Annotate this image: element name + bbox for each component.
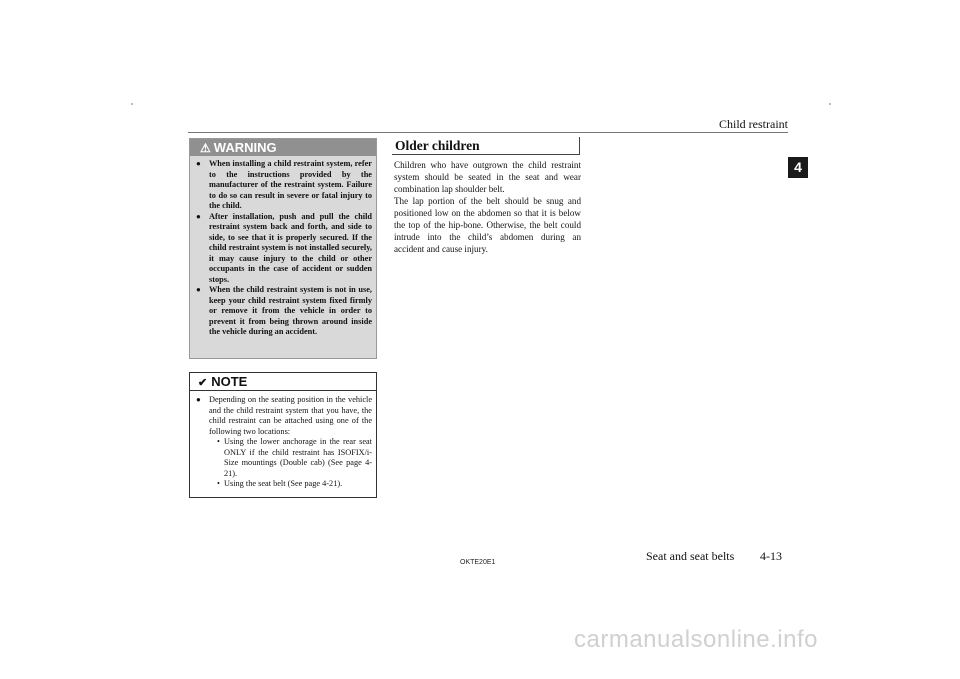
dot-icon: • (217, 437, 220, 446)
paragraph: The lap portion of the belt should be snug and positioned low on the abdomen so that it is below the top of the hip-bone. Otherwise, the belt could intrude into the child’s abdomen during an accident and cause injury. (394, 196, 581, 254)
note-item-text: Depending on the seating position in the vehicle and the child restraint system that you have, the child restraint can be attached using one of the following two locations: (209, 395, 372, 436)
warning-item (196, 159, 372, 212)
header-rule (188, 132, 788, 133)
note-subitem (217, 437, 372, 479)
warning-item-text: When installing a child restraint system, refer to the instructions provided by the manufacturer of the restraint system. Failure to do so can result in severe or fatal injury to the child. (209, 159, 372, 210)
dot-icon: • (217, 479, 220, 488)
crop-mark (131, 103, 133, 105)
bullet-icon: ● (196, 285, 201, 294)
note-subitem-text: Using the seat belt (See page 4-21). (224, 479, 343, 488)
doc-code: OKTE20E1 (460, 559, 496, 566)
warning-item (196, 212, 372, 286)
note-subitem-text: Using the lower anchorage in the rear seat ONLY if the child restraint has ISOFIX/i-Size mountings (Double cab) (See page 4-21). (224, 437, 372, 478)
bullet-icon: ● (196, 211, 201, 221)
warning-heading (190, 139, 376, 156)
warning-heading-label: WARNING (213, 140, 277, 155)
warning-triangle-icon: ⚠ (200, 141, 211, 155)
note-subitem (217, 479, 372, 490)
bullet-icon: ● (196, 159, 201, 168)
section-body (394, 159, 581, 255)
warning-item-text: After installation, push and pull the child restraint system back and forth, and side to side, to see that it is properly secured. If the child restraint system is not installed securely, it may cause injury to the child or other occupants in the case of accident or sudden stops. (209, 211, 372, 284)
crop-mark (829, 103, 831, 105)
warning-item (196, 285, 372, 338)
watermark: carmanualsonline.info (574, 626, 818, 653)
warning-box (189, 138, 377, 359)
note-heading (190, 373, 376, 391)
warning-item-text: When the child restraint system is not in use, keep your child restraint system fixed firmly or remove it from the vehicle in order to prevent it from being thrown around inside the vehicle during an accident. (209, 285, 372, 336)
note-item (196, 395, 372, 490)
page-number: 4-13 (760, 549, 782, 563)
paragraph: Children who have outgrown the child restraint system should be seated in the seat and wear combination lap shoulder belt. (394, 160, 581, 194)
note-check-icon: ✔ (198, 377, 208, 389)
bullet-icon: ● (196, 395, 201, 404)
chapter-tab: 4 (788, 157, 808, 178)
running-header: Child restraint (719, 117, 788, 131)
note-box (189, 372, 377, 498)
note-heading-label: NOTE (211, 374, 248, 389)
footer-section: Seat and seat belts (646, 549, 735, 563)
section-title: Older children (392, 137, 580, 155)
